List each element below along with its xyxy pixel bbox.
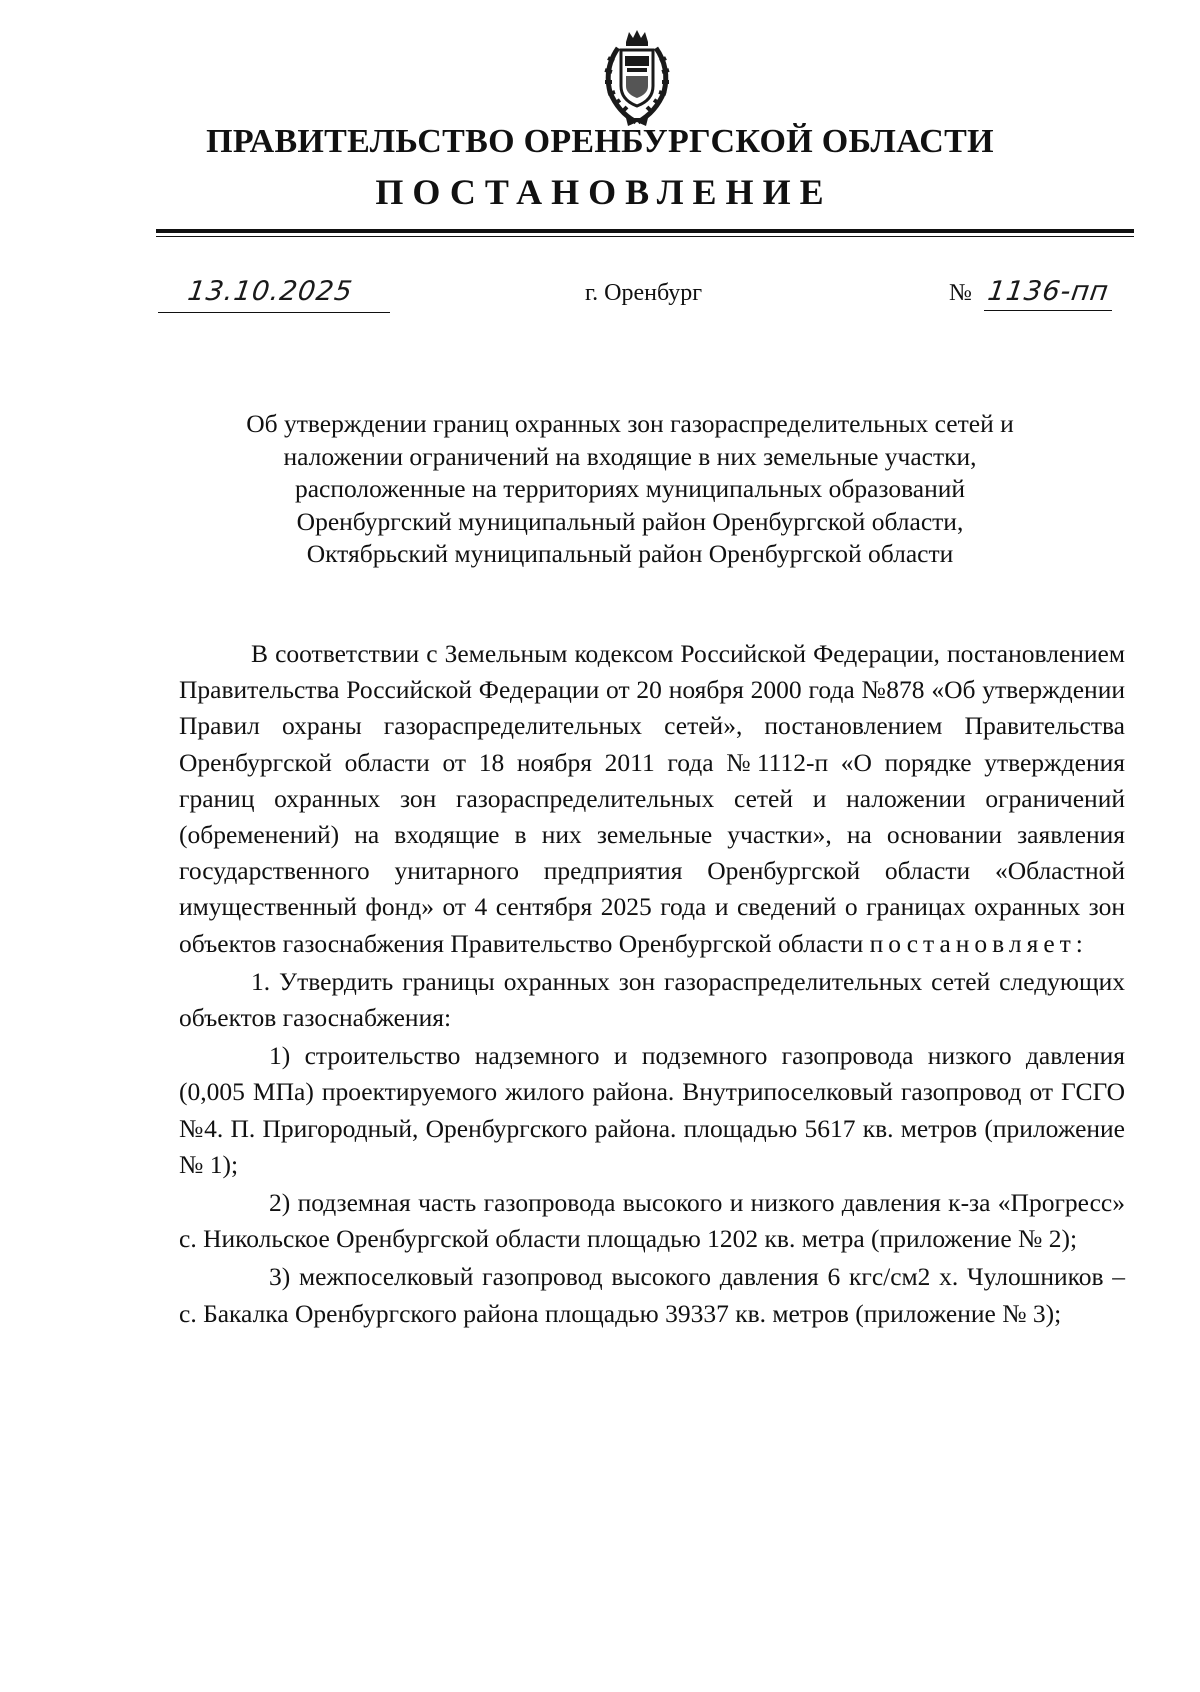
subitem-1: 1) строительство надземного и подземного газопровода низкого давления (0,005 МПа) проектируемого жилого района. Внутрипоселковый газопровод от ГСГО №4. П. Пригородный, Оренбургского района. площадью 5617 кв. метров (приложение № 1); (179, 1041, 1125, 1179)
preamble-text: В соответствии с Земельным кодексом Российской Федерации, постановлением Правительства Российской Федерации от 20 ноября 2000 года №878 «Об утверждении Правил охраны газораспределительных сетей», постановлением Правительства Оренбургской области от 18 ноября 2011 года №1112-п «О порядке утверждения границ охранных зон газораспределительных сетей и наложении ограничений (обременений) на входящие в них земельные участки», на основании заявления государственного унитарного предприятия Оренбургской области «Областной имущественный фонд» от 4 сентября 2025 года и сведений о границах охранных зон объектов газоснабжения Правительство Оренбургской области (179, 639, 1125, 958)
preamble-paragraph (179, 636, 1125, 962)
resolves-word: постановляет: (869, 928, 1088, 958)
document-number: 1136-пп (985, 276, 1111, 307)
number-field (984, 276, 1112, 311)
organization-title: ПРАВИТЕЛЬСТВО ОРЕНБУРГСКОЙ ОБЛАСТИ (206, 123, 994, 160)
document-type: ПОСТАНОВЛЕНИЕ (375, 172, 833, 212)
paragraph-item-1: 1. Утвердить границы охранных зон газораспределительных сетей следующих объектов газоснабжения: (179, 966, 1125, 1033)
document-meta-row (0, 272, 1200, 316)
header-rule-thick (156, 229, 1134, 233)
header-rule-thin (156, 236, 1134, 237)
document-city: г. Оренбург (585, 280, 703, 306)
document-subject (160, 408, 1100, 571)
subject-line: Оренбургский муниципальный район Оренбургской области, (296, 506, 964, 536)
subitem-2: 2) подземная часть газопровода высокого и низкого давления к-за «Прогресс» с. Никольское Оренбургской области площадью 1202 кв. метра (приложение № 2); (179, 1188, 1125, 1254)
document-body (179, 636, 1125, 1332)
date-field (158, 272, 390, 313)
subject-line: Об утверждении границ охранных зон газораспределительных сетей и (246, 409, 1014, 438)
coat-of-arms-icon (596, 28, 678, 128)
subject-line: наложении ограничений на входящие в них земельные участки, (283, 441, 977, 471)
subject-line: расположенные на территориях муниципальных образований (294, 474, 966, 503)
document-number-label: № (949, 280, 972, 306)
subject-line: Октябрьский муниципальный район Оренбургской области (306, 539, 954, 568)
subitem-3: 3) межпоселковый газопровод высокого давления 6 кгс/см2 х. Чулошников – с. Бакалка Оренбургского района площадью 39337 кв. метров (приложение № 3); (179, 1262, 1125, 1328)
document-date: 13.10.2025 (185, 276, 355, 307)
